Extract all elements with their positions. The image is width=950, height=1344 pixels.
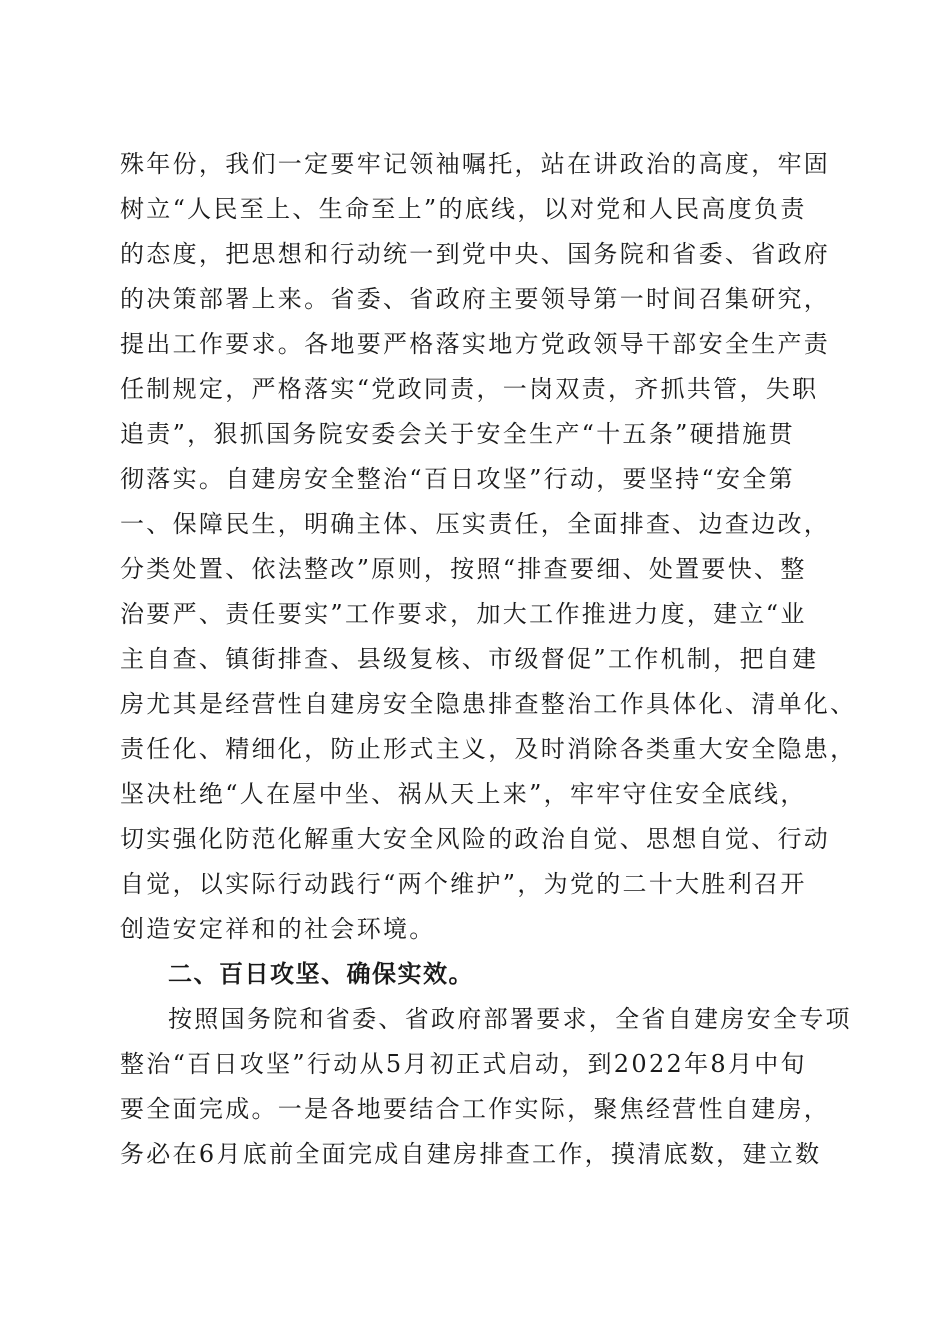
text-line: 自觉，以实际行动践行“两个维护”，为党的二十大胜利召开 bbox=[120, 870, 807, 898]
text-line: 整治“百日攻坚”行动从5月初正式启动，到2022年8月中旬 bbox=[120, 1050, 807, 1078]
text-line: 按照国务院和省委、省政府部署要求，全省自建房安全专项 bbox=[168, 1005, 852, 1033]
text-line: 分类处置、依法整改”原则，按照“排查要细、处置要快、整 bbox=[120, 555, 807, 583]
section-heading: 二、百日攻坚、确保实效。 bbox=[168, 960, 474, 988]
text-line: 务必在6月底前全面完成自建房排查工作，摸清底数，建立数 bbox=[120, 1140, 822, 1168]
text-line: 要全面完成。一是各地要结合工作实际，聚焦经营性自建房， bbox=[120, 1095, 831, 1123]
text-line: 提出工作要求。各地要严格落实地方党政领导干部安全生产责 bbox=[120, 330, 831, 358]
text-line: 房尤其是经营性自建房安全隐患排查整治工作具体化、清单化、 bbox=[120, 690, 857, 718]
text-line: 坚决杜绝“人在屋中坐、祸从天上来”，牢牢守住安全底线， bbox=[120, 780, 807, 808]
text-line: 的决策部署上来。省委、省政府主要领导第一时间召集研究， bbox=[120, 285, 831, 313]
text-line: 责任化、精细化，防止形式主义，及时消除各类重大安全隐患， bbox=[120, 735, 857, 763]
text-line: 一、保障民生，明确主体、压实责任，全面排查、边查边改， bbox=[120, 510, 831, 538]
text-line: 殊年份，我们一定要牢记领袖嘱托，站在讲政治的高度，牢固 bbox=[120, 150, 831, 178]
text-line: 切实强化防范化解重大安全风险的政治自觉、思想自觉、行动 bbox=[120, 825, 831, 853]
text-line: 追责”，狠抓国务院安委会关于安全生产“十五条”硬措施贯 bbox=[120, 420, 795, 448]
text-line: 创造安定祥和的社会环境。 bbox=[120, 915, 436, 943]
text-line: 树立“人民至上、生命至上”的底线，以对党和人民高度负责 bbox=[120, 195, 807, 223]
text-line: 彻落实。自建房安全整治“百日攻坚”行动，要坚持“安全第 bbox=[120, 465, 795, 493]
text-line: 的态度，把思想和行动统一到党中央、国务院和省委、省政府 bbox=[120, 240, 831, 268]
text-line: 治要严、责任要实”工作要求，加大工作推进力度，建立“业 bbox=[120, 600, 807, 628]
text-line: 任制规定，严格落实“党政同责，一岗双责，齐抓共管，失职 bbox=[120, 375, 819, 403]
text-line: 主自查、镇街排查、县级复核、市级督促”工作机制，把自建 bbox=[120, 645, 819, 673]
